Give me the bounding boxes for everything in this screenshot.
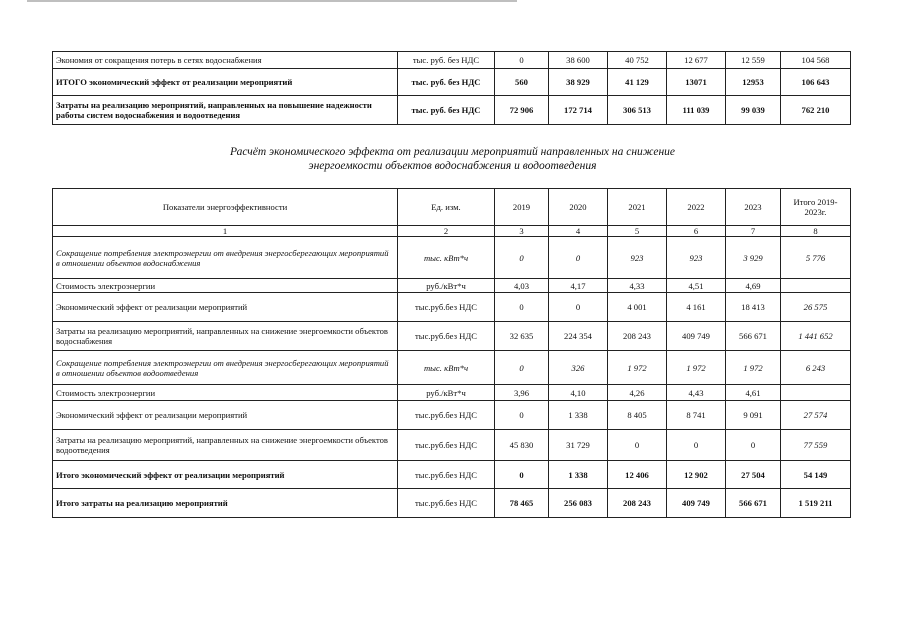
value-cell: 566 671 — [726, 489, 781, 518]
table-row — [53, 461, 851, 489]
value-cell: 1 972 — [667, 351, 726, 385]
top-scan-edge — [27, 0, 517, 2]
total-cell: 54 149 — [781, 461, 851, 489]
value-cell: 0 — [608, 430, 667, 461]
column-number-row — [53, 226, 851, 237]
value-cell: 4 001 — [608, 293, 667, 322]
value-cell: 99 039 — [726, 96, 781, 125]
total-cell: 26 575 — [781, 293, 851, 322]
value-cell: 0 — [495, 461, 549, 489]
column-header: 2023 — [726, 189, 781, 226]
unit-cell: тыс.руб.без НДС — [398, 322, 495, 351]
value-cell: 32 635 — [495, 322, 549, 351]
value-cell: 1 338 — [549, 461, 608, 489]
value-cell: 12953 — [726, 69, 781, 96]
value-cell: 224 354 — [549, 322, 608, 351]
value-cell: 78 465 — [495, 489, 549, 518]
value-cell: 0 — [667, 430, 726, 461]
value-cell: 0 — [495, 351, 549, 385]
unit-cell: тыс.руб.без НДС — [398, 401, 495, 430]
value-cell: 8 405 — [608, 401, 667, 430]
total-cell — [781, 385, 851, 401]
total-cell: 106 643 — [781, 69, 851, 96]
indicator-cell: Итого затраты на реализацию мероприятий — [53, 489, 398, 518]
value-cell: 1 338 — [549, 401, 608, 430]
caption-line: энергоемкости объектов водоснабжения и водоотведения — [308, 160, 597, 172]
column-header: Ед. изм. — [398, 189, 495, 226]
value-cell: 13071 — [667, 69, 726, 96]
value-cell: 409 749 — [667, 489, 726, 518]
value-cell: 1 972 — [608, 351, 667, 385]
total-cell: 77 559 — [781, 430, 851, 461]
value-cell: 4,26 — [608, 385, 667, 401]
indicator-cell: Экономический эффект от реализации мероприятий — [53, 401, 398, 430]
total-cell: 104 568 — [781, 52, 851, 69]
total-cell: 762 210 — [781, 96, 851, 125]
indicator-cell: Сокращение потребления электроэнергии от внедрения энергосберегающих мероприятий в отношении объектов водоснабжения — [53, 237, 398, 279]
header-row — [53, 189, 851, 226]
energy-efficiency-table — [52, 188, 851, 518]
column-number: 2 — [398, 226, 495, 237]
table-row — [53, 430, 851, 461]
value-cell: 560 — [495, 69, 549, 96]
table-row — [53, 69, 851, 96]
value-cell: 0 — [495, 401, 549, 430]
value-cell: 566 671 — [726, 322, 781, 351]
value-cell: 306 513 — [608, 96, 667, 125]
unit-cell: руб./кВт*ч — [398, 279, 495, 293]
value-cell: 208 243 — [608, 322, 667, 351]
value-cell: 409 749 — [667, 322, 726, 351]
value-cell: 0 — [495, 52, 549, 69]
total-cell: 27 574 — [781, 401, 851, 430]
caption-line: Расчёт экономического эффекта от реализации мероприятий направленных на снижение — [229, 146, 676, 158]
column-header: Итого 2019-2023г. — [781, 189, 851, 226]
column-number: 1 — [53, 226, 398, 237]
value-cell: 923 — [608, 237, 667, 279]
value-cell: 0 — [549, 237, 608, 279]
column-number: 6 — [667, 226, 726, 237]
indicator-cell: ИТОГО экономический эффект от реализации мероприятий — [53, 69, 398, 96]
table-row — [53, 237, 851, 279]
value-cell: 40 752 — [608, 52, 667, 69]
value-cell: 4,69 — [726, 279, 781, 293]
column-header: 2020 — [549, 189, 608, 226]
total-cell: 5 776 — [781, 237, 851, 279]
value-cell: 3,96 — [495, 385, 549, 401]
value-cell: 12 559 — [726, 52, 781, 69]
unit-cell: тыс. руб. без НДС — [398, 69, 495, 96]
table-row — [53, 322, 851, 351]
column-header: 2022 — [667, 189, 726, 226]
value-cell: 31 729 — [549, 430, 608, 461]
table-caption — [120, 145, 785, 173]
unit-cell: тыс. кВт*ч — [398, 237, 495, 279]
value-cell: 72 906 — [495, 96, 549, 125]
value-cell: 12 902 — [667, 461, 726, 489]
value-cell: 3 929 — [726, 237, 781, 279]
unit-cell: руб./кВт*ч — [398, 385, 495, 401]
value-cell: 8 741 — [667, 401, 726, 430]
value-cell: 4,10 — [549, 385, 608, 401]
value-cell: 9 091 — [726, 401, 781, 430]
total-cell: 6 243 — [781, 351, 851, 385]
table-row — [53, 279, 851, 293]
value-cell: 4,51 — [667, 279, 726, 293]
value-cell: 172 714 — [549, 96, 608, 125]
column-number: 3 — [495, 226, 549, 237]
indicator-cell: Сокращение потребления электроэнергии от внедрения энергосберегающих мероприятий в отношении объектов водоотведения — [53, 351, 398, 385]
value-cell: 4,61 — [726, 385, 781, 401]
value-cell: 12 406 — [608, 461, 667, 489]
unit-cell: тыс. руб. без НДС — [398, 96, 495, 125]
value-cell: 4,17 — [549, 279, 608, 293]
value-cell: 256 083 — [549, 489, 608, 518]
unit-cell: тыс. руб. без НДС — [398, 52, 495, 69]
value-cell: 4,33 — [608, 279, 667, 293]
unit-cell: тыс. кВт*ч — [398, 351, 495, 385]
total-cell: 1 519 211 — [781, 489, 851, 518]
value-cell: 208 243 — [608, 489, 667, 518]
value-cell: 38 600 — [549, 52, 608, 69]
unit-cell: тыс.руб.без НДС — [398, 430, 495, 461]
indicator-cell: Затраты на реализацию мероприятий, направленных на снижение энергоемкости объектов водоснабжения — [53, 322, 398, 351]
value-cell: 326 — [549, 351, 608, 385]
indicator-cell: Затраты на реализацию мероприятий, направленных на снижение энергоемкости объектов водоотведения — [53, 430, 398, 461]
value-cell: 0 — [549, 293, 608, 322]
column-header: Показатели энергоэффективности — [53, 189, 398, 226]
total-cell — [781, 279, 851, 293]
value-cell: 0 — [726, 430, 781, 461]
table-row — [53, 96, 851, 125]
table-row — [53, 401, 851, 430]
value-cell: 1 972 — [726, 351, 781, 385]
value-cell: 12 677 — [667, 52, 726, 69]
indicator-cell: Экономия от сокращения потерь в сетях водоснабжения — [53, 52, 398, 69]
table-row — [53, 293, 851, 322]
value-cell: 111 039 — [667, 96, 726, 125]
column-number: 7 — [726, 226, 781, 237]
indicator-cell: Затраты на реализацию мероприятий, направленных на повышение надежности работы систем водоснабжения и водоотведения — [53, 96, 398, 125]
value-cell: 27 504 — [726, 461, 781, 489]
top-table — [52, 51, 851, 125]
value-cell: 4,03 — [495, 279, 549, 293]
value-cell: 923 — [667, 237, 726, 279]
indicator-cell: Итого экономический эффект от реализации мероприятий — [53, 461, 398, 489]
value-cell: 41 129 — [608, 69, 667, 96]
value-cell: 4,43 — [667, 385, 726, 401]
column-number: 5 — [608, 226, 667, 237]
column-header: 2021 — [608, 189, 667, 226]
table-row — [53, 351, 851, 385]
total-cell: 1 441 652 — [781, 322, 851, 351]
column-header: 2019 — [495, 189, 549, 226]
indicator-cell: Стоимость электроэнергии — [53, 385, 398, 401]
indicator-cell: Стоимость электроэнергии — [53, 279, 398, 293]
unit-cell: тыс.руб.без НДС — [398, 293, 495, 322]
table-row — [53, 385, 851, 401]
value-cell: 45 830 — [495, 430, 549, 461]
table-row — [53, 489, 851, 518]
value-cell: 0 — [495, 237, 549, 279]
value-cell: 38 929 — [549, 69, 608, 96]
unit-cell: тыс.руб.без НДС — [398, 489, 495, 518]
value-cell: 0 — [495, 293, 549, 322]
column-number: 4 — [549, 226, 608, 237]
value-cell: 4 161 — [667, 293, 726, 322]
unit-cell: тыс.руб.без НДС — [398, 461, 495, 489]
value-cell: 18 413 — [726, 293, 781, 322]
table-row — [53, 52, 851, 69]
column-number: 8 — [781, 226, 851, 237]
indicator-cell: Экономический эффект от реализации мероприятий — [53, 293, 398, 322]
